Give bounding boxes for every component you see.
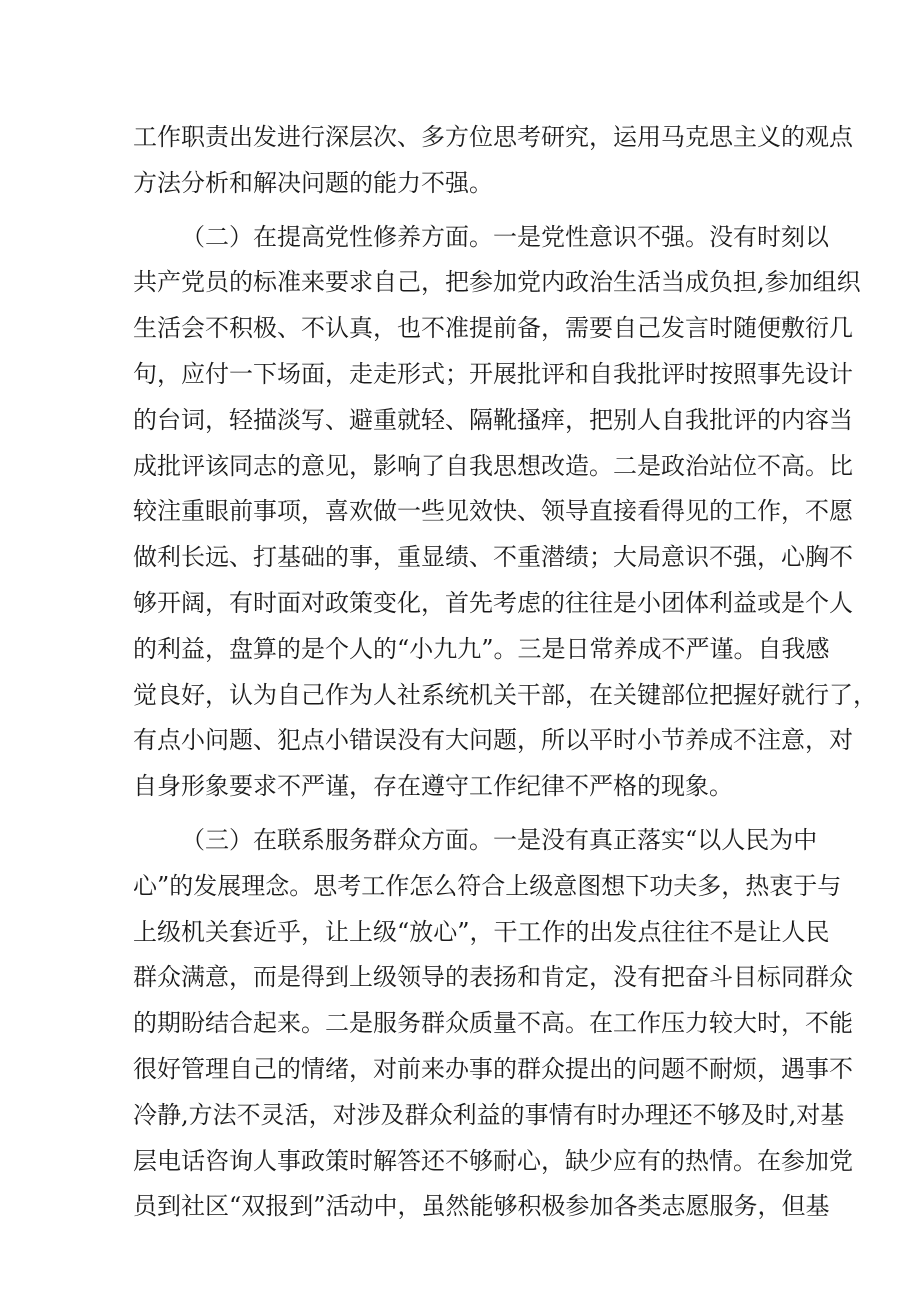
text-line: 的期盼结合起来。二是服务群众质量不高。在工作压力较大时，不能 (133, 1009, 853, 1038)
text-line: 觉良好，认为自己作为人社系统机关干部，在关键部位把握好就行了， (133, 680, 877, 709)
text-line: 层电话咨询人事政策时解答还不够耐心，缺少应有的热情。在参加党 (133, 1146, 853, 1175)
document-body (133, 115, 877, 1230)
text-line: 群众满意，而是得到上级领导的表扬和肯定，没有把奋斗目标同群众 (133, 963, 853, 992)
text-line: 够开阔，有时面对政策变化，首先考虑的往往是小团体利益或是个人 (133, 588, 853, 617)
text-line: 方法分析和解决问题的能力不强。 (133, 168, 493, 197)
paragraph-3 (133, 818, 853, 1230)
text-line: （三）在联系服务群众方面。一是没有真正落实“以人民为中 (181, 825, 818, 854)
text-line: 员到社区“双报到”活动中，虽然能够积极参加各类志愿服务，但基 (133, 1192, 830, 1221)
text-line: 成批评该同志的意见，影响了自我思想改造。二是政治站位不高。比 (133, 451, 853, 480)
text-line: 工作职责出发进行深层次、多方位思考研究，运用马克思主义的观点 (133, 123, 853, 151)
text-line: 自身形象要求不严谨，存在遵守工作纪律不严格的现象。 (133, 772, 733, 801)
text-line: 有点小问题、犯点小错误没有大问题，所以平时小节养成不注意，对 (133, 726, 853, 755)
text-line: 冷静,方法不灵活，对涉及群众利益的事情有时办理还不够及时,对基 (133, 1100, 845, 1129)
paragraph-1 (133, 115, 853, 207)
text-line: 的台词，轻描淡写、避重就轻、隔靴搔痒，把别人自我批评的内容当 (133, 405, 853, 434)
text-line: 共产党员的标准来要求自己，把参加党内政治生活当成负担,参加组织 (133, 268, 861, 297)
text-line: 上级机关套近乎，让上级“放心”，干工作的出发点往往不是让人民 (133, 917, 830, 946)
paragraph-2 (133, 215, 877, 810)
text-line: （二）在提高党性修养方面。一是党性意识不强。没有时刻以 (181, 222, 829, 251)
text-line: 很好管理自己的情绪，对前来办事的群众提出的问题不耐烦，遇事不 (133, 1054, 853, 1083)
text-line: 生活会不积极、不认真，也不准提前备，需要自己发言时随便敷衍几 (133, 314, 853, 343)
text-line: 心”的发展理念。思考工作怎么符合上级意图想下功夫多，热衷于与 (133, 871, 842, 900)
text-line: 句，应付一下场面，走走形式；开展批评和自我批评时按照事先设计 (133, 359, 853, 388)
text-line: 做利长远、打基础的事，重显绩、不重潜绩；大局意识不强，心胸不 (133, 543, 853, 572)
text-line: 的利益，盘算的是个人的“小九九”。三是日常养成不严谨。自我感 (133, 634, 830, 663)
text-line: 较注重眼前事项，喜欢做一些见效快、领导直接看得见的工作，不愿 (133, 497, 853, 526)
